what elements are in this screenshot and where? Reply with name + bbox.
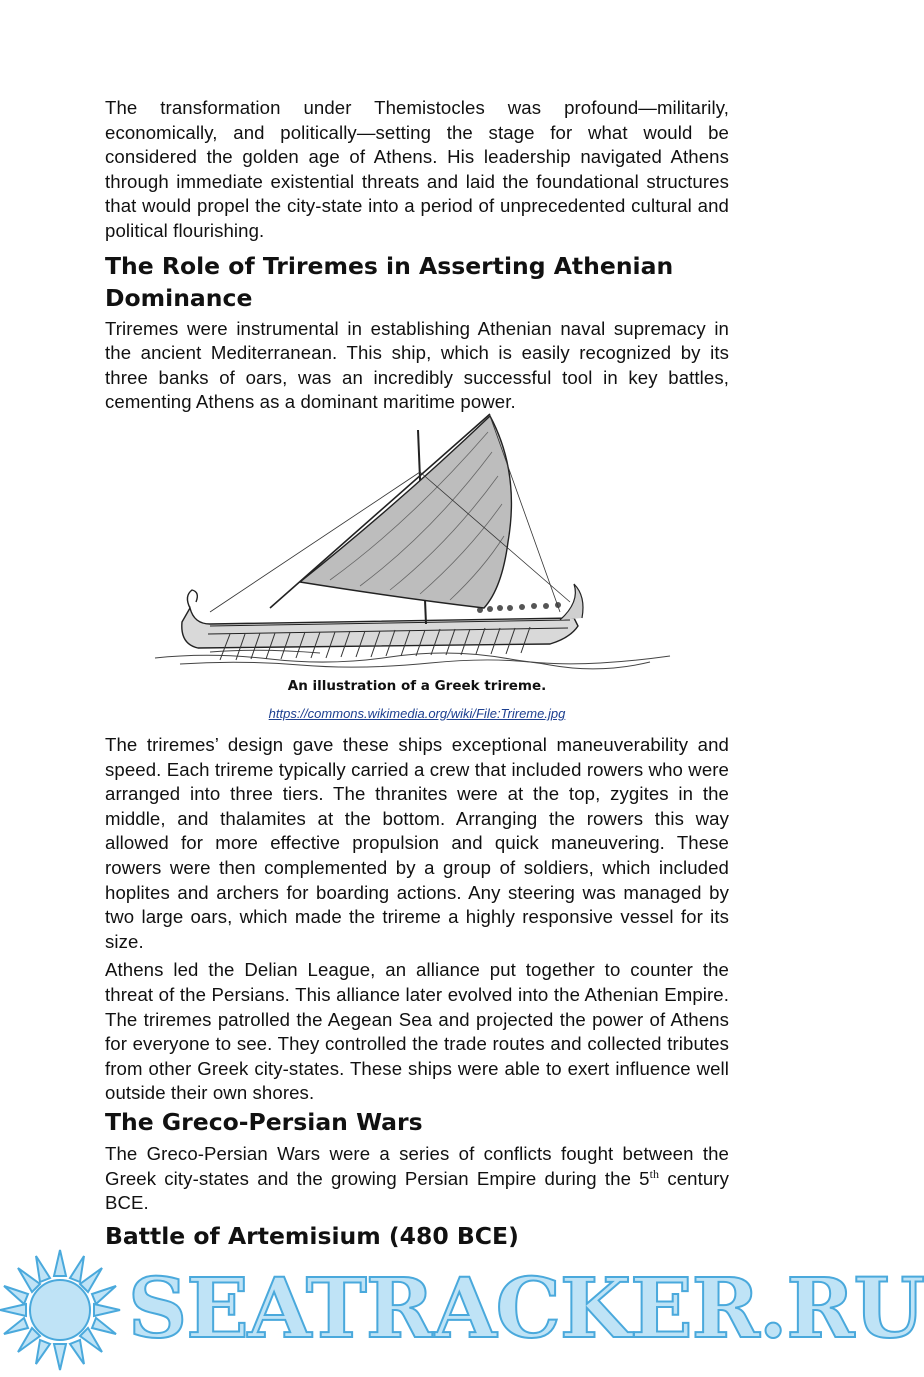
wars-intro-text: The Greco-Persian Wars were a series of conflicts fought between the Greek city-states and the growing Persian Empire during the 5	[105, 1142, 729, 1189]
heading-triremes: The Role of Triremes in Asserting Athenian Dominance	[105, 251, 674, 312]
figure-source-link[interactable]: https://commons.wikimedia.org/wiki/File:Trireme.jpg	[268, 706, 566, 721]
paragraph-delian-league: Athens led the Delian League, an alliance put together to counter the threat of the Persians. This alliance later evolved into the Athenian Empire. The triremes patrolled the Aegean Sea and projected the power of Athens for everyone to see. They controlled the trade routes and collected tributes from other Greek city-states. These ships were able to exert influence well outside their own shores.	[105, 959, 729, 1104]
paragraph-triremes-intro: Triremes were instrumental in establishing Athenian naval supremacy in the ancient Mediterranean. This ship, which is easily recognized by its three banks of oars, was an incredibly successful tool in key battles, cementing Athens as a dominant maritime power.	[105, 317, 729, 413]
wars-intro-text-end: century BCE.	[105, 1167, 729, 1214]
document-page-lower	[105, 733, 729, 1252]
paragraph-wars-intro	[105, 1142, 729, 1216]
watermark-text: SEATRACKER.RU	[128, 1261, 924, 1357]
paragraph-intro: The transformation under Themistocles was profound—militarily, economically, and politically—setting the stage for what would be considered the golden age of Athens. His leadership navigated Athens through immediate existential threats and laid the foundational structures that would propel the city-state into a period of unprecedented cultural and political flourishing.	[105, 97, 729, 241]
figure-caption: An illustration of a Greek trireme.	[287, 678, 547, 694]
paragraph-triremes-design: The triremes’ design gave these ships exceptional maneuverability and speed. Each trireme typically carried a crew that included rowers who were arranged into three tiers. The thranites were at the top, zygites in the middle, and thalamites at the bottom. Arranging the rowers this way allowed for more effective propulsion and quick maneuvering. These rowers were then complemented by a group of soldiers, which included hoplites and archers for boarding actions. Any steering was managed by two large oars, which made the trireme a highly responsive vessel for its size.	[105, 734, 729, 952]
document-page	[105, 96, 729, 415]
heading-artemisium: Battle of Artemisium (480 BCE)	[105, 1221, 519, 1250]
heading-greco-persian-wars: The Greco-Persian Wars	[105, 1107, 423, 1136]
trireme-illustration	[150, 412, 680, 674]
ordinal-suffix: th	[649, 1166, 660, 1181]
